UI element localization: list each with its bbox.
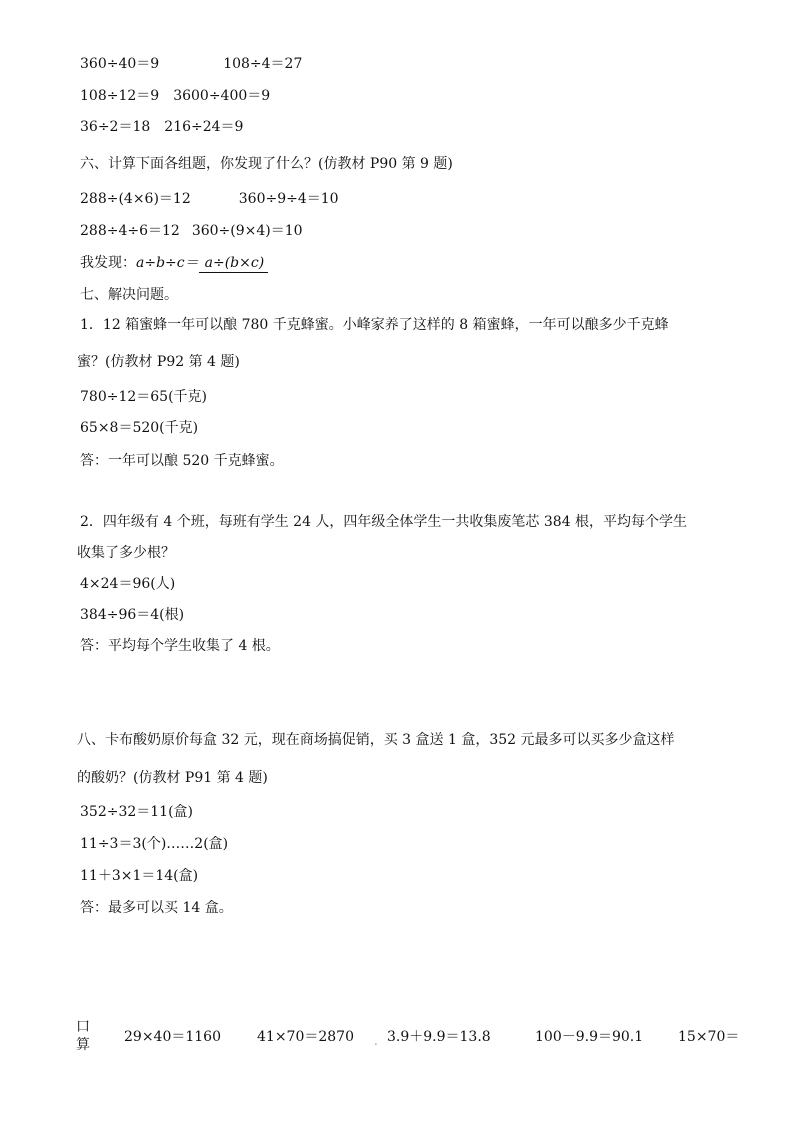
equation: 36÷2＝18	[80, 119, 151, 135]
oral-item: 15×70＝	[678, 1029, 740, 1045]
section-heading: 六、计算下面各组题，你发现了什么？(仿教材 P90 第 9 题)	[80, 156, 453, 172]
solution-step: 11＋3×1＝14(盒)	[80, 868, 199, 884]
answer-text: 答：最多可以买 14 盒。	[80, 900, 233, 916]
solution-step: 384÷96＝4(根)	[80, 607, 185, 623]
calc-row	[80, 190, 339, 208]
oral-item: 100－9.9＝90.1	[535, 1029, 644, 1045]
calc-row	[80, 118, 243, 136]
question-text: 2．四年级有 4 个班，每班有学生 24 人，四年级全体学生一共收集废笔芯 384 根，平均每个学生	[80, 514, 688, 530]
solution-step: 4×24＝96(人)	[80, 576, 176, 592]
question-text: 蜜？(仿教材 P92 第 4 题)	[77, 354, 240, 370]
section-heading: 七、解决问题。	[80, 287, 178, 303]
oral-item: 3.9＋9.9＝13.8	[387, 1029, 491, 1045]
equation: 3600÷400＝9	[173, 88, 271, 104]
label-char: 算	[76, 1037, 90, 1053]
question-text: 1．12 箱蜜蜂一年可以酿 780 千克蜂蜜。小峰家养了这样的 8 箱蜜蜂，一年可以酿多少千克蜂	[80, 317, 669, 333]
oral-calc-strip	[74, 1018, 774, 1058]
finding-label: 我发现：	[80, 255, 136, 271]
equation: 216÷24＝9	[164, 119, 244, 135]
label-char: 口	[76, 1019, 90, 1035]
equation: 360÷(9×4)＝10	[191, 223, 303, 239]
calc-row	[80, 55, 302, 73]
finding-row	[80, 254, 268, 273]
oral-calc-label	[74, 1018, 92, 1054]
equation: 288÷4÷6＝12	[80, 223, 180, 239]
question-text: 的酸奶？(仿教材 P91 第 4 题)	[77, 770, 268, 786]
answer-text: 答：一年可以酿 520 千克蜂蜜。	[80, 453, 284, 469]
equation: 360÷9÷4＝10	[238, 191, 339, 207]
solution-step: 11÷3＝3(个)……2(盒)	[80, 836, 229, 852]
equation: 108÷12＝9	[80, 88, 160, 104]
finding-answer: a÷(b×c)	[199, 254, 269, 273]
answer-text: 答：平均每个学生收集了 4 根。	[80, 638, 280, 654]
question-text: 八、卡布酸奶原价每盒 32 元，现在商场搞促销，买 3 盒送 1 盒，352 元最多可以买多少盒这样	[77, 732, 675, 748]
question-text: 收集了多少根？	[77, 545, 175, 561]
equation: 108÷4＝27	[223, 56, 303, 72]
calc-row	[80, 87, 270, 105]
finding-expression: a÷b÷c＝	[136, 255, 199, 271]
calc-row	[80, 222, 303, 240]
solution-step: 352÷32＝11(盒)	[80, 804, 194, 820]
oral-item: 41×70＝2870	[257, 1029, 354, 1045]
equation: 360÷40＝9	[80, 56, 160, 72]
solution-step: 780÷12＝65(千克)	[80, 389, 208, 405]
equation: 288÷(4×6)＝12	[80, 191, 191, 207]
solution-step: 65×8＝520(千克)	[80, 420, 199, 436]
oral-item: 29×40＝1160	[124, 1029, 221, 1045]
stray-dot: .	[374, 1034, 378, 1048]
